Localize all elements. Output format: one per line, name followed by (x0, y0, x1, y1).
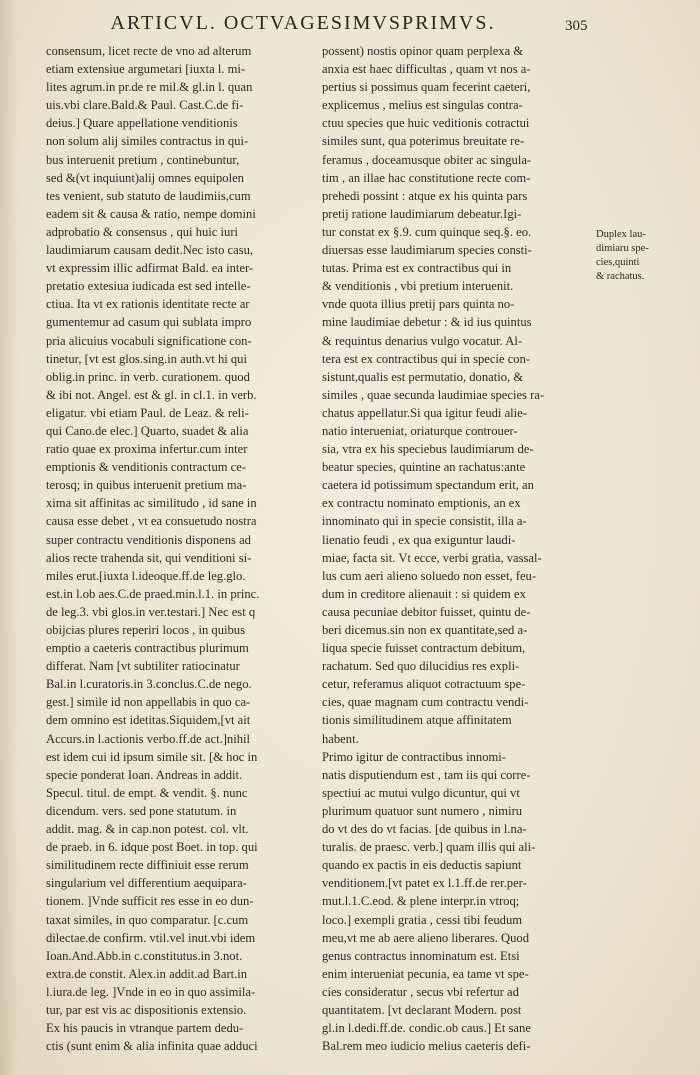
text-line: non solum alij similes contractus in qui- (46, 134, 249, 149)
text-line: causa esse debet , vt ea consuetudo nostra (46, 514, 257, 529)
text-line: ratio quae ex proxima infertur.cum inter (46, 442, 248, 457)
text-line: possent) nostis opinor quam perplexa & (322, 44, 524, 58)
marginal-gloss (596, 228, 696, 284)
text-line: mine laudimiae debetur : & id ius quintus (322, 315, 532, 330)
text-line: feramus , doceamusque obiter ac singula- (322, 152, 532, 167)
text-line: tera est ex contractibus qui in specie con- (322, 351, 531, 366)
text-line: diuersas esse laudimiarum species consti- (322, 243, 532, 258)
text-line: dilectae.de confirm. vtil.vel inut.vbi idem (46, 930, 256, 945)
text-line: cies consideratur , secus vbi refertur ad (322, 984, 519, 999)
text-line: quando ex pactis in eis deductis sapiunt (322, 858, 522, 873)
right-text-column (322, 42, 594, 1055)
text-line: emptio a caeteris contractibus plurimum (46, 641, 249, 656)
text-line: caetera id potissimum spectandum erit, an (322, 478, 534, 493)
text-line: similes sunt, qua poterimus breuitate re- (322, 134, 525, 149)
text-line: Specul. titul. de empt. & vendit. §. nunc (46, 785, 248, 800)
text-line: eligatur. vbi etiam Paul. de Leaz. & reli- (46, 405, 249, 420)
text-line: pria alicuius vocabuli significatione con- (46, 333, 252, 348)
text-line: cies, quae magnam cum contractu vendi- (322, 695, 529, 710)
text-line: de leg.3. vbi glos.in ver.testari.] Nec est q (46, 604, 256, 619)
text-line: similitudinem recte diffiniuit esse rerum (46, 858, 249, 873)
text-line: sed &(vt inquiunt)alij omnes equipolen (46, 170, 244, 185)
text-line: singularium vel differentium aequipara- (46, 876, 247, 891)
text-line: Ioan.And.Abb.in c.constitutus.in 3.not. (46, 948, 243, 963)
text-line: beri dicemus.sin non ex quantitate,sed a- (322, 623, 528, 637)
left-text-column (46, 42, 318, 1055)
text-line: pretatio extesiua iudicada est sed intelle- (46, 279, 251, 294)
text-line: natis disputiendum est , tam iis qui corre- (322, 767, 531, 782)
text-line: lus cum aeri alieno soluedo non esset, feu- (322, 568, 537, 583)
text-line: enim interueniat pecunia, ea tame vt spe- (322, 966, 529, 981)
text-line: plurimum quatuor sunt numero , nimiru (322, 803, 523, 818)
text-line: vnde quota illius pretij pars quinta no- (322, 297, 515, 312)
text-line: natio interueniat, oriaturque controuer- (322, 423, 518, 438)
text-line: terosq; in quibus interuenit pretium ma- (46, 478, 247, 493)
text-line: gest.] simile id non appellabis in quo ca- (46, 695, 251, 710)
text-line: liqua specie fuisset contractum debitum, (322, 641, 526, 656)
text-line: bus interuenit pretium , continebuntur, (46, 152, 240, 167)
text-line: laudimiarum causam dedit.Nec isto casu, (46, 243, 254, 258)
text-line: causa pecuniae debitor fuisset, quintu de- (322, 604, 531, 619)
text-line: genus contractus innominatum est. Etsi (322, 948, 520, 963)
text-line: differat. Nam [vt subtiliter ratiocinatur (46, 659, 240, 674)
text-line: explicemus , melius est singulas contra- (322, 98, 523, 113)
text-line: tes venient, sub statuto de laudimiis,cum (46, 188, 251, 203)
text-line: vt expressim illic adfirmat Bald. ea inter- (46, 261, 254, 276)
text-line: miles erut.[iuxta l.ideoque.ff.de leg.glo. (46, 568, 246, 583)
text-line: taxat similes, in quo comparatur. [c.cum (46, 912, 249, 927)
text-line: etiam extensiue argumetari [iuxta l. mi- (46, 62, 246, 77)
text-line: turalis. de praesc. verb.] quam illis qui ali- (322, 840, 536, 855)
text-line: gl.in l.dedi.ff.de. condic.ob caus.] Et sane (322, 1021, 531, 1036)
text-line: Primo igitur de contractibus innomi- (322, 749, 506, 764)
text-line: venditionem.[vt patet ex l.1.ff.de rer.per- (322, 876, 527, 891)
text-line: & requintus denarius vulgo vocatur. Al- (322, 333, 523, 348)
text-line: ex contractu nominato emptionis, an ex (322, 496, 521, 511)
text-line: & venditionis , vbi pretium interuenit. (322, 279, 514, 294)
text-line: pretij ratione laudimiarum debeatur.Igi- (322, 206, 522, 221)
text-line: spectiui ac mutui vulgo dicuntur, qui vt (322, 785, 520, 800)
text-line: Ex his paucis in vtranque partem dedu- (46, 1021, 244, 1036)
text-line: prehedi possint : atque ex his quinta pars (322, 188, 528, 203)
margin-note-line: & rachatus. (596, 271, 645, 282)
text-line: uis.vbi clare.Bald.& Paul. Cast.C.de fi- (46, 98, 244, 113)
text-line: xima sit affinitas ac similitudo , id sane in (46, 496, 257, 511)
text-line: anxia est haec difficultas , quam vt nos a- (322, 62, 531, 77)
text-line: addit. mag. & in cap.non potest. col. vlt. (46, 822, 249, 837)
text-line: tionem. ]Vnde sufficit res esse in eo dun- (46, 894, 254, 909)
text-line: mut.l.1.C.eod. & plene interpr.in vtroq; (322, 894, 520, 909)
text-line: de praeb. in 6. idque post Boet. in top. qui (46, 840, 258, 855)
text-line: innominato qui in specie consistit, illa a- (322, 514, 527, 529)
text-line: gumentemur ad casum qui sublata impro (46, 315, 252, 330)
text-line: quantitatem. [vt declarant Modern. post (322, 1002, 522, 1017)
gutter-shadow (0, 0, 18, 1075)
text-line: oblig.in princ. in verb. curationem. quod (46, 369, 250, 384)
text-line: similes , quae secunda laudimiae species ra- (322, 387, 545, 402)
text-line: alios recte trahenda sit, qui venditioni si- (46, 550, 252, 565)
text-line: ctiua. Ita vt ex rationis identitate recte ar (46, 297, 250, 312)
text-line: habent. (322, 731, 359, 746)
margin-note-line: cies,quinti (596, 257, 640, 268)
text-line: tutas. Prima est ex contractibus qui in (322, 261, 512, 276)
text-line: tur constat ex §.9. cum quinque seq.§. eo. (322, 224, 532, 239)
text-line: & ibi not. Angel. est & gl. in cl.1. in verb. (46, 387, 257, 402)
page-number: 305 (565, 18, 588, 34)
text-line: ctuu species que huic veditionis cotractui (322, 116, 530, 131)
text-line: meu,vt me ab aere alieno liberares. Quod (322, 930, 530, 945)
text-line: super contractu venditionis disponens ad (46, 532, 251, 547)
text-line: adprobatio & consensus , qui huic iuri (46, 224, 239, 239)
text-line: lites agrum.in pr.de re mil.& gl.in l. quan (46, 80, 253, 95)
text-line: dicendum. vers. sed pone statutum. in (46, 803, 237, 818)
text-line: qui Cano.de elec.] Quarto, suadet & alia (46, 423, 249, 438)
text-line: specie ponderat Ioan. Andreas in addit. (46, 767, 243, 782)
running-head: ARTICVL. OCTVAGESIMVSPRIMVS. (110, 12, 496, 34)
text-line: miae, facta sit. Vt ecce, verbi gratia, vassal- (322, 550, 542, 565)
text-line: loco.] exempli gratia , cessi tibi feudum (322, 912, 523, 927)
text-line: chatus appellatur.Si qua igitur feudi alie- (322, 405, 527, 420)
text-line: cetur, referamus aliquot cotractuum spe- (322, 677, 526, 692)
margin-note-line: Duplex lau- (596, 229, 646, 240)
text-line: l.iura.de leg. ]Vnde in eo in quo assimila- (46, 984, 256, 999)
text-line: tim , an illae hac constitutione recte com- (322, 170, 531, 185)
text-line: consensum, licet recte de vno ad alterum (46, 44, 252, 58)
text-line: eadem sit & causa & ratio, nempe domini (46, 206, 256, 221)
text-line: tionis similitudinem atque affinitatem (322, 713, 512, 728)
text-line: dum in creditore alienauit : si quidem ex (322, 586, 526, 601)
text-line: sistunt,qualis est permutatio, donatio, & (322, 369, 524, 384)
text-line: tinetur, [vt est glos.sing.in auth.vt hi qui (46, 351, 247, 366)
text-line: sia, vtra ex his speciebus laudimiarum de- (322, 442, 534, 457)
text-line: ctis (sunt enim & alia infinita quae adduci (46, 1039, 258, 1054)
text-line: dem omnino est idetitas.Siquidem,[vt ait (46, 713, 251, 728)
text-line: rachatum. Sed quo dilucidius res expli- (322, 659, 520, 674)
margin-note-line: dimiaru spe- (596, 243, 649, 254)
text-line: Accurs.in l.actionis verbo.ff.de act.]nihil (46, 731, 251, 746)
text-line: lienatio feudi , ex qua exiguntur laudi- (322, 532, 516, 547)
text-line: obijcias plures reperiri locos , in quibus (46, 623, 246, 637)
text-line: Bal.rem meo iudicio melius caeteris defi- (322, 1039, 531, 1054)
text-line: beatur species, quintine an rachatus:ante (322, 460, 526, 475)
text-line: emptionis & venditionis contractum ce- (46, 460, 247, 475)
text-line: pertius si possimus quam fecerint caeteri, (322, 80, 531, 95)
text-line: Bal.in l.curatoris.in 3.conclus.C.de nego. (46, 677, 252, 692)
text-line: deius.] Quare appellatione venditionis (46, 116, 238, 131)
text-line: do vt des do vt facias. [de quibus in l.na- (322, 822, 527, 837)
text-line: est idem cui id ipsum simile sit. [& hoc in (46, 749, 258, 764)
text-line: tur, par est vis ac dispositionis extensio. (46, 1002, 247, 1017)
text-line: extra.de constit. Alex.in addit.ad Bart.in (46, 966, 248, 981)
text-line: est.in l.ob aes.C.de praed.min.l.1. in princ. (46, 586, 260, 601)
